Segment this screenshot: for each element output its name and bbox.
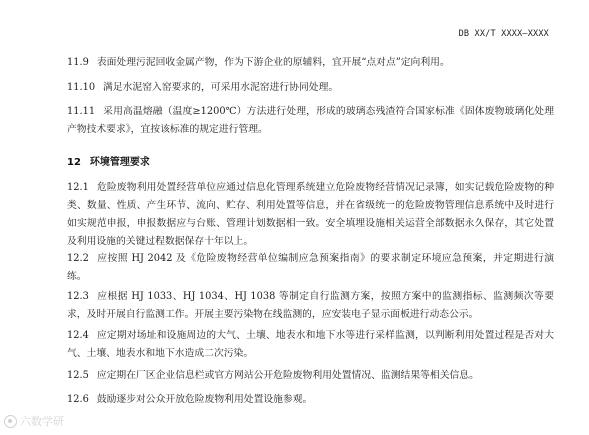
clause-number: 12.4 (67, 330, 89, 341)
clause-text: 鼓励逐步对公众开放危险废物利用处置设施参观。 (96, 394, 313, 405)
clause-text: 采用高温熔融（温度≥1200℃）方法进行处理，形成的玻璃态残渣符合国家标准《固体废物玻璃化处理产物技术要求》，宜按该标准的规定进行管理。 (67, 106, 554, 135)
clause-11-9 (67, 54, 554, 72)
section-heading-12 (67, 153, 150, 168)
clause-12-4 (67, 327, 554, 363)
clause-text: 危险废物利用处置经营单位应通过信息化管理系统建立危险废物经营情况记录簿，如实记载危险废物的种类、数量、性质、产生环节、流向、贮存、利用处置等信息，并在省级统一的危险废物管理信息系统中及时进行如实规范申报，申报数据应与台账、管理计划数据相一致。安全填埋设施相关运营全部数据永久保存，其它处置及利用设施的关键过程数据保存十年以上。 (67, 182, 554, 247)
clause-12-5 (67, 367, 554, 385)
clause-number: 11.10 (67, 82, 96, 93)
watermark (4, 413, 64, 429)
clause-12-6 (67, 391, 554, 409)
clause-text: 应定期在厂区企业信息栏或官方网站公开危险废物利用处置情况、监测结果等相关信息。 (96, 370, 479, 381)
clause-number: 12.5 (67, 370, 89, 381)
clause-number: 12.6 (67, 394, 89, 405)
clause-number: 12.2 (67, 253, 89, 264)
clause-text: 应按照 HJ 2042 及《危险废物经营单位编制应急预案指南》的要求制定环境应急预案，并定期进行演练。 (67, 253, 554, 282)
clause-12-3 (67, 288, 554, 324)
clause-text: 满足水泥窑入窑要求的，可采用水泥窑进行协同处理。 (103, 82, 339, 93)
clause-12-1 (67, 179, 554, 251)
clause-11-10 (67, 79, 554, 97)
watermark-logo-icon (4, 415, 17, 428)
clause-number: 11.11 (67, 106, 96, 117)
clause-text: 应根据 HJ 1033、HJ 1034、HJ 1038 等制定自行监测方案，按照方案中的监测指标、监测频次等要求，及时开展自行监测工作。开展主要污染物在线监测的，应安装电子显示面板进行动态公示。 (67, 291, 554, 320)
clause-number: 11.9 (67, 57, 89, 68)
clause-12-2 (67, 250, 554, 286)
clause-11-11 (67, 103, 554, 139)
watermark-text: 六数学研 (20, 415, 64, 428)
clause-text: 应定期对场址和设施周边的大气、土壤、地表水和地下水等进行采样监测，以判断利用处置过程是否对大气、土壤、地表水和地下水造成二次污染。 (67, 330, 554, 359)
clause-number: 12.3 (67, 291, 89, 302)
section-number: 12 (67, 157, 81, 168)
clause-number: 12.1 (67, 182, 89, 193)
clause-text: 表面处理污泥回收金属产物，作为下游企业的原辅料，宜开展“点对点”定向利用。 (96, 57, 450, 68)
document-code: DB XX/T XXXX—XXXX (458, 29, 549, 39)
section-title: 环境管理要求 (89, 157, 150, 168)
